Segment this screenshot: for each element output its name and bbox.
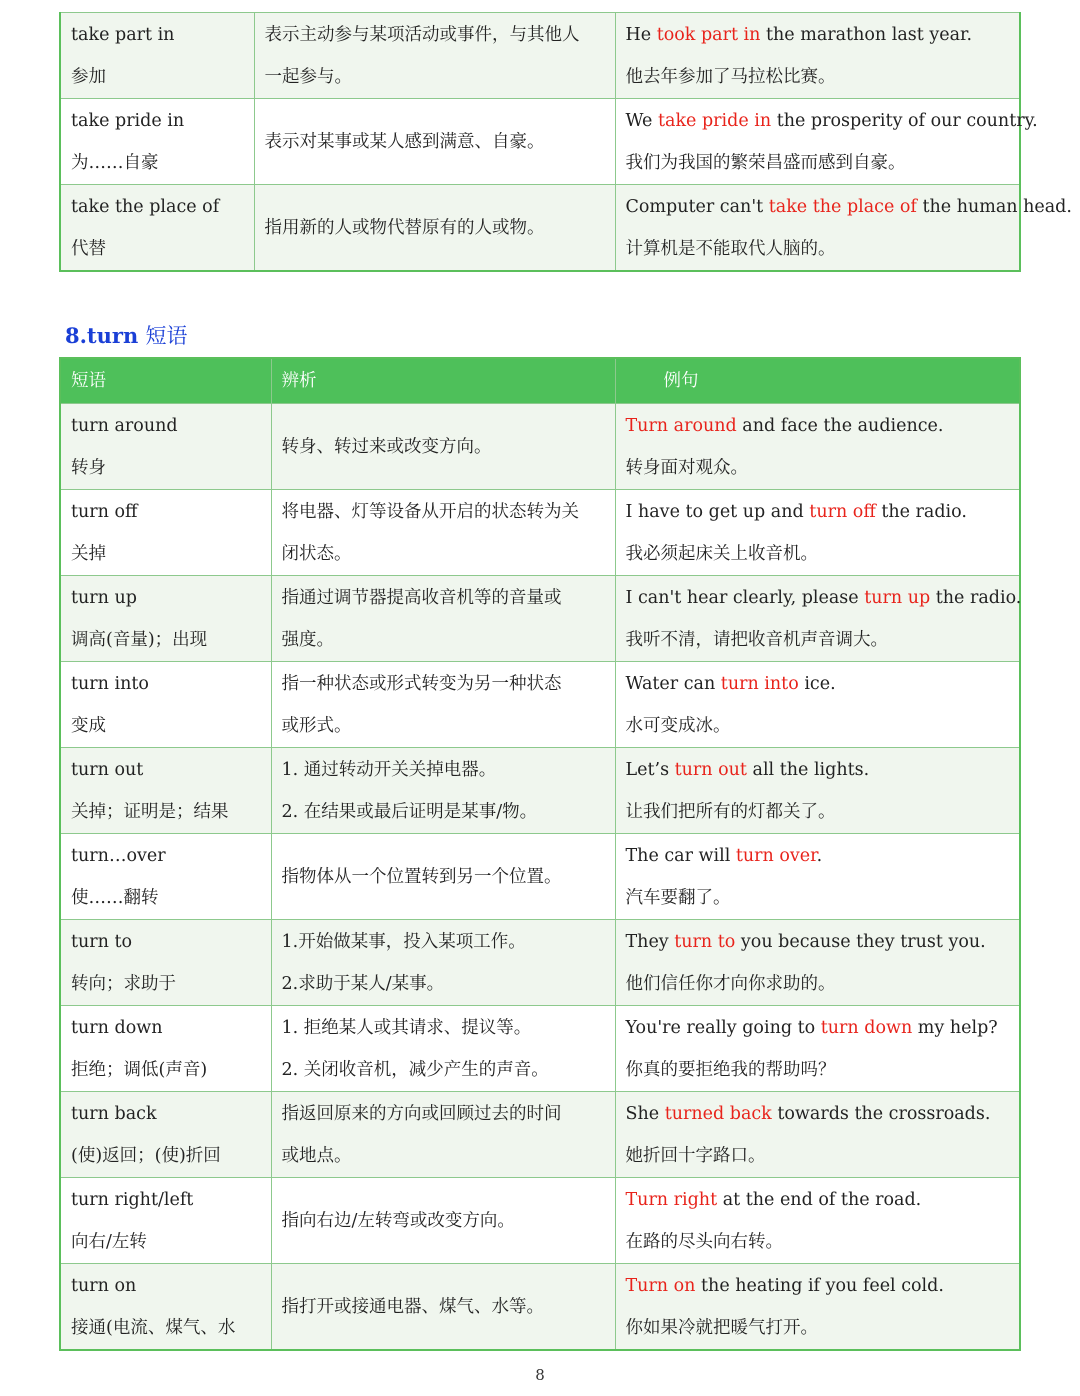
analysis-line: 转身、转过来或改变方向。 <box>281 436 492 457</box>
analysis-line: 表示主动参与某项活动或事件，与其他人 <box>264 24 580 45</box>
example-text: towards the crossroads. <box>771 1103 991 1124</box>
highlighted-phrase: turn up <box>864 587 931 608</box>
phrase-meaning: 参加 <box>71 66 106 87</box>
analysis-line: 2. 在结果或最后证明是某事/物。 <box>281 801 538 822</box>
phrase-meaning: 关掉；证明是；结果 <box>71 801 229 822</box>
phrase-text: turn around <box>71 415 178 436</box>
analysis-line: 或形式。 <box>281 715 352 736</box>
example-text: the prosperity of our country. <box>771 110 1038 131</box>
example-cell <box>615 1264 1020 1351</box>
example-text: We <box>625 110 658 131</box>
example-cell <box>615 13 1020 99</box>
highlighted-phrase: take pride in <box>657 110 772 131</box>
section-title: 短语 <box>145 324 188 348</box>
example-translation: 计算机是不能取代人脑的。 <box>625 238 836 259</box>
phrase-cell <box>60 1092 271 1178</box>
take-phrases-table-body <box>60 13 1072 272</box>
table-row <box>60 576 1020 662</box>
table-row <box>60 13 1020 99</box>
example-text: the radio. <box>875 501 967 522</box>
table-row <box>60 1006 1020 1092</box>
analysis-line: 1.开始做某事，投入某项工作。 <box>281 931 526 952</box>
example-sentence <box>626 1007 1010 1049</box>
analysis-line: 将电器、灯等设备从开启的状态转为关 <box>281 501 579 522</box>
phrase-cell <box>60 662 271 748</box>
phrase-meaning: 转向；求助于 <box>71 973 176 994</box>
analysis-line: 表示对某事或某人感到满意、自豪。 <box>264 131 545 152</box>
phrase-meaning: 为……自豪 <box>71 152 159 173</box>
phrase-meaning: 接通(电流、煤气、水 <box>71 1317 236 1338</box>
example-sentence <box>626 1093 1010 1135</box>
phrase-cell <box>60 748 271 834</box>
example-text: and face the audience. <box>736 415 944 436</box>
example-translation: 你真的要拒绝我的帮助吗？ <box>625 1059 836 1080</box>
header-example: 例句 <box>615 358 1020 404</box>
example-sentence <box>625 100 1038 142</box>
analysis-cell <box>254 185 615 272</box>
phrase-text: turn down <box>71 1017 163 1038</box>
example-sentence <box>626 1265 1010 1307</box>
analysis-cell <box>271 490 615 576</box>
example-text: You're really going to <box>625 1017 821 1038</box>
example-text: I have to get up and <box>625 501 810 522</box>
phrase-text: turn to <box>71 931 133 952</box>
example-sentence <box>625 577 1022 619</box>
highlighted-phrase: turned back <box>664 1103 772 1124</box>
analysis-cell <box>271 1006 615 1092</box>
example-cell <box>615 1178 1020 1264</box>
example-sentence <box>626 921 1010 963</box>
highlighted-phrase: take the place of <box>768 196 917 217</box>
highlighted-phrase: turn off <box>809 501 876 522</box>
table-row <box>60 1178 1020 1264</box>
example-translation: 我们为我国的繁荣昌盛而感到自豪。 <box>625 152 906 173</box>
analysis-line: 2.求助于某人/某事。 <box>281 973 445 994</box>
example-sentence <box>625 186 1072 228</box>
phrase-text: turn on <box>71 1275 137 1296</box>
analysis-line: 指一种状态或形式转变为另一种状态 <box>281 673 562 694</box>
highlighted-phrase: Turn on <box>625 1275 696 1296</box>
phrase-meaning: 代替 <box>71 238 106 259</box>
example-translation: 转身面对观众。 <box>625 457 748 478</box>
analysis-line: 指用新的人或物代替原有的人或物。 <box>264 217 545 238</box>
phrase-meaning: (使)返回；(使)折回 <box>71 1145 221 1166</box>
analysis-line: 指通过调节器提高收音机等的音量或 <box>281 587 562 608</box>
phrase-text: turn…over <box>71 845 166 866</box>
phrase-cell <box>60 99 254 185</box>
phrase-cell <box>60 576 271 662</box>
table-row <box>60 834 1020 920</box>
example-text: the heating if you feel cold. <box>695 1275 944 1296</box>
header-analysis: 辨析 <box>271 358 615 404</box>
example-sentence <box>626 749 1010 791</box>
highlighted-phrase: Turn around <box>625 415 737 436</box>
phrase-text: turn into <box>71 673 149 694</box>
phrase-meaning: 使……翻转 <box>71 887 159 908</box>
table-row <box>60 99 1020 185</box>
phrase-meaning: 调高(音量)；出现 <box>71 629 208 650</box>
section-number: 8.turn <box>65 323 139 348</box>
phrase-meaning: 拒绝；调低(声音) <box>71 1059 208 1080</box>
phrase-meaning: 向右/左转 <box>71 1231 147 1252</box>
example-text: the radio. <box>930 587 1022 608</box>
table-row <box>60 185 1020 272</box>
table-header-row <box>60 358 1020 404</box>
example-cell <box>615 490 1020 576</box>
phrase-text: take part in <box>71 24 175 45</box>
phrase-text: turn up <box>71 587 137 608</box>
phrase-cell <box>60 185 254 272</box>
example-text: He <box>625 24 657 45</box>
phrase-cell <box>60 404 271 490</box>
analysis-line: 指物体从一个位置转到另一个位置。 <box>281 866 562 887</box>
example-text: Computer can't <box>625 196 769 217</box>
section-heading <box>65 320 188 350</box>
phrase-text: take the place of <box>71 196 220 217</box>
example-translation: 他去年参加了马拉松比赛。 <box>625 66 836 87</box>
example-text: ice. <box>798 673 836 694</box>
take-phrases-table <box>59 12 1072 272</box>
example-cell <box>615 99 1038 185</box>
table-row <box>60 490 1020 576</box>
phrase-meaning: 转身 <box>71 457 106 478</box>
analysis-line: 1. 通过转动开关关掉电器。 <box>281 759 497 780</box>
analysis-cell <box>271 404 615 490</box>
phrase-cell <box>60 834 271 920</box>
table-row <box>60 920 1020 1006</box>
example-translation: 水可变成冰。 <box>625 715 731 736</box>
highlighted-phrase: turn into <box>720 673 799 694</box>
analysis-line: 或地点。 <box>281 1145 352 1166</box>
example-translation: 在路的尽头向右转。 <box>625 1231 783 1252</box>
analysis-line: 指打开或接通电器、煤气、水等。 <box>281 1296 544 1317</box>
example-text: The car will <box>625 845 736 866</box>
phrase-cell <box>60 1006 271 1092</box>
example-text: the marathon last year. <box>760 24 973 45</box>
example-sentence <box>626 491 1010 533</box>
analysis-line: 闭状态。 <box>281 543 352 564</box>
example-text: They <box>625 931 675 952</box>
analysis-cell <box>271 920 615 1006</box>
example-text: you because they trust you. <box>735 931 986 952</box>
phrase-cell <box>60 13 254 99</box>
page-number: 8 <box>535 1366 545 1384</box>
example-cell <box>615 1092 1020 1178</box>
analysis-cell <box>254 13 615 99</box>
example-text: . <box>816 845 823 866</box>
phrase-cell <box>60 490 271 576</box>
analysis-cell <box>271 1092 615 1178</box>
example-cell <box>615 920 1020 1006</box>
analysis-cell <box>271 1178 615 1264</box>
example-sentence <box>626 405 1010 447</box>
example-cell <box>615 185 1072 272</box>
table-row <box>60 1092 1020 1178</box>
analysis-cell <box>254 99 615 185</box>
example-translation: 他们信任你才向你求助的。 <box>625 973 836 994</box>
example-text: at the end of the road. <box>717 1189 922 1210</box>
highlighted-phrase: turn over <box>735 845 817 866</box>
analysis-line: 强度。 <box>281 629 334 650</box>
highlighted-phrase: took part in <box>656 24 761 45</box>
example-cell <box>615 662 1020 748</box>
highlighted-phrase: turn down <box>820 1017 913 1038</box>
example-text: Water can <box>625 673 721 694</box>
example-translation: 我必须起床关上收音机。 <box>625 543 818 564</box>
highlighted-phrase: Turn right <box>625 1189 718 1210</box>
example-text: all the lights. <box>746 759 870 780</box>
highlighted-phrase: turn out <box>674 759 747 780</box>
analysis-cell <box>271 748 615 834</box>
example-cell <box>615 404 1020 490</box>
table-row <box>60 748 1020 834</box>
table-row <box>60 1264 1020 1351</box>
example-translation: 我听不清，请把收音机声音调大。 <box>625 629 888 650</box>
example-sentence <box>626 1179 1010 1221</box>
phrase-cell <box>60 1178 271 1264</box>
example-cell <box>615 1006 1020 1092</box>
analysis-cell <box>271 576 615 662</box>
analysis-cell <box>271 662 615 748</box>
example-sentence <box>626 663 1010 705</box>
analysis-line: 2. 关闭收音机，减少产生的声音。 <box>281 1059 549 1080</box>
phrase-cell <box>60 920 271 1006</box>
turn-phrases-table-body <box>60 404 1020 1351</box>
example-text: I can't hear clearly, please <box>625 587 865 608</box>
analysis-line: 指向右边/左转弯或改变方向。 <box>281 1210 515 1231</box>
header-phrase: 短语 <box>60 358 271 404</box>
highlighted-phrase: turn to <box>674 931 736 952</box>
turn-phrases-table <box>59 357 1021 1351</box>
example-sentence <box>626 835 1010 877</box>
example-cell <box>615 748 1020 834</box>
example-translation: 她折回十字路口。 <box>625 1145 766 1166</box>
table-row <box>60 662 1020 748</box>
phrase-text: turn back <box>71 1103 157 1124</box>
phrase-meaning: 变成 <box>71 715 106 736</box>
example-cell <box>615 834 1020 920</box>
example-translation: 你如果冷就把暖气打开。 <box>625 1317 818 1338</box>
table-row <box>60 404 1020 490</box>
analysis-cell <box>271 1264 615 1351</box>
phrase-text: take pride in <box>71 110 185 131</box>
analysis-line: 1. 拒绝某人或其请求、提议等。 <box>281 1017 532 1038</box>
analysis-line: 一起参与。 <box>264 66 352 87</box>
phrase-meaning: 关掉 <box>71 543 106 564</box>
example-sentence <box>626 14 1010 56</box>
example-cell <box>615 576 1020 662</box>
example-text: the human head. <box>916 196 1072 217</box>
analysis-line: 指返回原来的方向或回顾过去的时间 <box>281 1103 562 1124</box>
example-text: She <box>625 1103 665 1124</box>
example-text: my help? <box>912 1017 998 1038</box>
phrase-text: turn out <box>71 759 144 780</box>
analysis-cell <box>271 834 615 920</box>
example-translation: 汽车要翻了。 <box>625 887 731 908</box>
phrase-text: turn right/left <box>71 1189 194 1210</box>
example-text: Let’s <box>625 759 675 780</box>
phrase-cell <box>60 1264 271 1351</box>
example-translation: 让我们把所有的灯都关了。 <box>625 801 836 822</box>
phrase-text: turn off <box>71 501 138 522</box>
